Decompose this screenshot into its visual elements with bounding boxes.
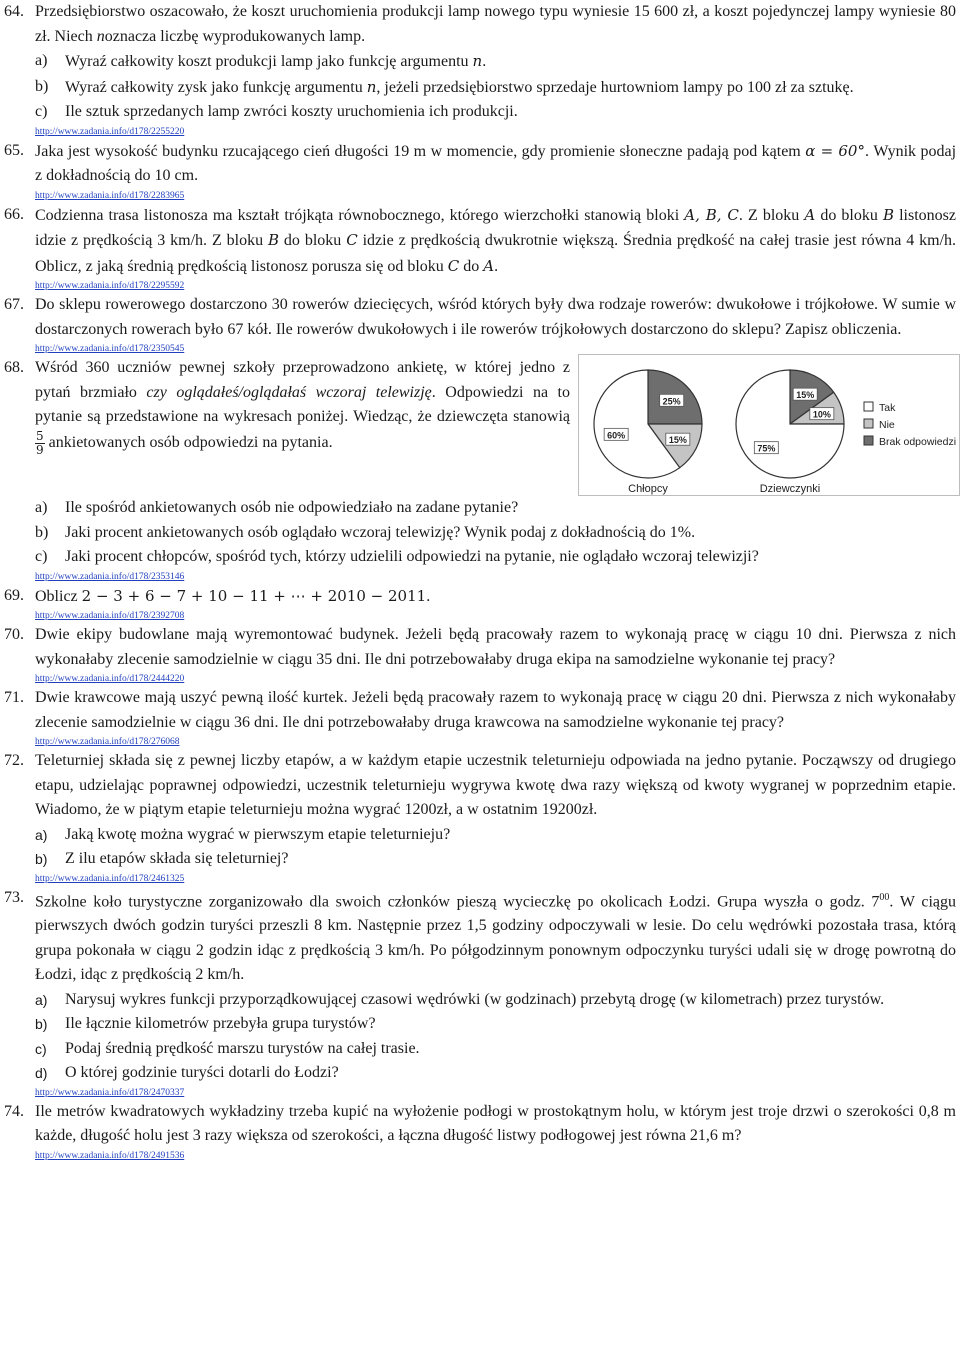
problem-number: 71. <box>4 689 24 706</box>
reference-link[interactable]: http://www.zadania.info/d178/2255220 <box>35 126 185 137</box>
problem-text: Oblicz 2 − 3 + 6 − 7 + 10 − 11 + ⋯ + 2010 − 2011. <box>35 586 431 605</box>
problem-text: Teleturniej składa się z pewnej liczby etapów, a w każdym etapie uczestnik teleturnieju odpowiada na jedno pytanie. Począwszy od drugiego etapu, udzielając poprawnej odpowiedzi, uczestnik teleturnieju wygrywa kwotę dwa razy większą od kwoty wygranej w poprzednim etapie. Wiadomo, że w piątym etapie teleturnieju można wygrać 1200zł, a w ostatnim 19200zł. <box>35 752 956 818</box>
pie-charts-svg <box>578 354 960 496</box>
reference-link[interactable]: http://www.zadania.info/d178/2392708 <box>35 611 185 621</box>
problem-text: Przedsiębiorstwo oszacowało, że koszt uruchomienia produkcji lamp nowego typu wyniesie 15 600 zł, a koszt pojedynczej lampy wyniesie 80 zł. Niech noznacza liczbę wyprodukowanych lamp. <box>35 3 956 45</box>
reference-link[interactable]: http://www.zadania.info/d178/276068 <box>35 737 180 747</box>
subpoint-a: a) Ile spośród ankietowanych osób nie odpowiedziało na zadane pytanie? <box>35 499 519 516</box>
problem-number: 66. <box>4 205 24 223</box>
problem-73 <box>0 886 960 1100</box>
problem-74 <box>0 1100 960 1163</box>
problem-number: 73. <box>4 888 24 906</box>
data-label: 10% <box>812 409 831 420</box>
reference-link[interactable]: http://www.zadania.info/d178/2295592 <box>35 281 185 291</box>
problem-69 <box>0 584 960 624</box>
legend-label: Nie <box>879 419 895 431</box>
problem-70 <box>0 623 960 686</box>
problem-66 <box>0 203 960 294</box>
subpoint-b: b) Z ilu etapów składa się teleturniej? <box>35 850 289 867</box>
subpoint-c: c) Podaj średnią prędkość marszu turystów na całej trasie. <box>35 1039 420 1057</box>
problem-text: Jaka jest wysokość budynku rzucającego cień długości 19 m w momencie, gdy promienie słoneczne padają pod kątem α = 60°. Wynik podaj z dokładnością do 10 cm. <box>35 141 957 184</box>
problem-text: Ile metrów kwadratowych wykładziny trzeba kupić na wyłożenie podłogi w prostokątnym holu, w którym jest troje drzwi o szerokości 0,8 m każde, długość holu jest 3 razy większa od szerokości, a łączna długość listwy podłogowej jest równa 21,6 m? <box>35 1102 956 1145</box>
data-label: 15% <box>796 390 815 401</box>
subpoint-c: c) Jaki procent chłopców, spośród tych, którzy udzielili odpowiedzi na pytanie, nie oglądało wczoraj telewizji? <box>35 548 759 565</box>
problem-65 <box>0 139 960 203</box>
fraction: $\frac{5}{9}$ <box>36 428 44 457</box>
data-label: 75% <box>757 443 776 454</box>
chart-title: Chłopcy <box>628 483 668 495</box>
reference-link[interactable]: http://www.zadania.info/d178/2470337 <box>35 1087 185 1098</box>
data-label: 60% <box>607 430 626 441</box>
problem-text: Wśród 360 uczniów pewnej szkoły przeprowadzono ankietę, w której jedno z pytań brzmiało czy oglądałeś/oglądałaś wczoraj telewizję. Odpowiedzi na to pytanie są przedstawione na wykresach poniżej. Wiedząc, że dziewczęta stanowią $\frac{5}{9}$ ankietowanych osób odpowiedzi na pytania. <box>35 359 570 457</box>
chart-title: Dziewczynki <box>759 483 821 495</box>
problem-number: 72. <box>4 752 24 769</box>
problem-number: 70. <box>4 626 24 643</box>
problem-72 <box>0 749 960 886</box>
problem-68 <box>0 356 960 584</box>
data-label: 15% <box>668 435 687 446</box>
subpoint-b: b) Ile łącznie kilometrów przebyła grupa turystów? <box>35 1015 376 1033</box>
reference-link[interactable]: http://www.zadania.info/d178/2353146 <box>35 571 185 582</box>
legend-label: Tak <box>879 402 896 414</box>
problem-number: 64. <box>4 3 24 20</box>
problem-number: 68. <box>4 359 24 376</box>
problem-number: 67. <box>4 296 24 313</box>
problem-text: Dwie krawcowe mają uszyć pewną ilość kurtek. Jeżeli będą pracowały razem to wykonają pracę w ciągu 20 dni. Pierwsza z nich wykonałaby zlecenie samodzielnie w ciągu 36 dni. Ile dni potrzebowałaby druga krawcowa na samodzielne wykonanie tej pracy? <box>35 689 956 731</box>
subpoint-b: b) Wyraź całkowity zysk jako funkcję argumentu n, jeżeli przedsiębiorstwo sprzedaje hurtowniom lampy po 100 zł za sztukę. <box>35 77 854 96</box>
data-label: 25% <box>662 396 681 407</box>
subpoint-a: a) Wyraź całkowity koszt produkcji lamp jako funkcję argumentu n. <box>35 52 487 70</box>
problem-number: 65. <box>4 141 24 159</box>
problem-number: 69. <box>4 586 24 604</box>
subpoint-b: b) Jaki procent ankietowanych osób oglądało wczoraj telewizję? Wynik podaj z dokładnością do 1%. <box>35 523 696 541</box>
reference-link[interactable]: http://www.zadania.info/d178/2350545 <box>35 344 185 354</box>
legend-swatch <box>864 402 873 411</box>
problem-text: Dwie ekipy budowlane mają wyremontować budynek. Jeżeli będą pracowały razem to wykonają pracę w ciągu 10 dni. Pierwsza z nich wykonałaby zlecenie samodzielnie w ciągu 35 dni. Ile dni potrzebowałaby druga ekipa na samodzielne wykonanie tej pracy? <box>35 626 956 668</box>
problem-71 <box>0 686 960 749</box>
reference-link[interactable]: http://www.zadania.info/d178/2491536 <box>35 1150 185 1161</box>
reference-link[interactable]: http://www.zadania.info/d178/2461325 <box>35 873 185 884</box>
reference-link[interactable]: http://www.zadania.info/d178/2283965 <box>35 190 185 201</box>
reference-link[interactable]: http://www.zadania.info/d178/2444220 <box>35 674 185 684</box>
problem-64 <box>0 0 960 139</box>
problem-text: Do sklepu rowerowego dostarczono 30 rowerów dziecięcych, wśród których były dwa rodzaje rowerów: dwukołowe i trójkołowe. W sumie w dostarczonych rowerach było 67 kół. Ile rowerów dwukołowych i ile rowerów trójkołowych dostarczono do sklepu? Zapisz obliczenia. <box>35 296 956 338</box>
legend-swatch <box>864 419 873 428</box>
problem-67 <box>0 293 960 356</box>
legend-label: Brak odpowiedzi <box>879 436 957 448</box>
subpoint-d: d) O której godzinie turyści dotarli do Łodzi? <box>35 1064 339 1082</box>
problem-text: Szkolne koło turystyczne zorganizowało dla swoich członków pieszą wycieczkę po okolicach Łodzi. Grupa wyszła o godz. $7^{00}$. W ciągu pierwszych dwóch godzin turyści przeszli 8 km. Następnie przez 1,5 godziny odpoczywali w lesie. Do celu wędrówki pozostała trasa, którą grupa pokonała w ciągu 2 godzin idąc z prędkością 3 km/h. Po półgodzinnym ponownym odpoczynku turyści udali się w drogę powrotną do Łodzi, idąc z prędkością 2 km/h. <box>35 891 956 984</box>
pie-charts-figure <box>578 354 960 496</box>
subpoint-a: a) Narysuj wykres funkcji przyporządkowującej czasowi wędrówki (w godzinach) przebytą drogę (w kilometrach) przez turystów. <box>35 990 885 1008</box>
subpoint-c: c) Ile sztuk sprzedanych lamp zwróci koszty uruchomienia ich produkcji. <box>35 103 518 120</box>
legend-swatch <box>864 436 873 445</box>
problem-text: Codzienna trasa listonosza ma kształt trójkąta równobocznego, którego wierzchołki stanowią bloki A, B, C. Z bloku A do bloku B listonosz idzie z prędkością 3 km/h. Z bloku B do bloku C idzie z prędkością dwukrotnie większą. Średnia prędkość na całej trasie jest równa 4 km/h. Oblicz, z jaką średnią prędkością listonosz porusza się od bloku C do A. <box>35 205 957 275</box>
problem-number: 74. <box>4 1102 24 1120</box>
subpoint-a: a) Jaką kwotę można wygrać w pierwszym etapie teleturnieju? <box>35 825 451 843</box>
